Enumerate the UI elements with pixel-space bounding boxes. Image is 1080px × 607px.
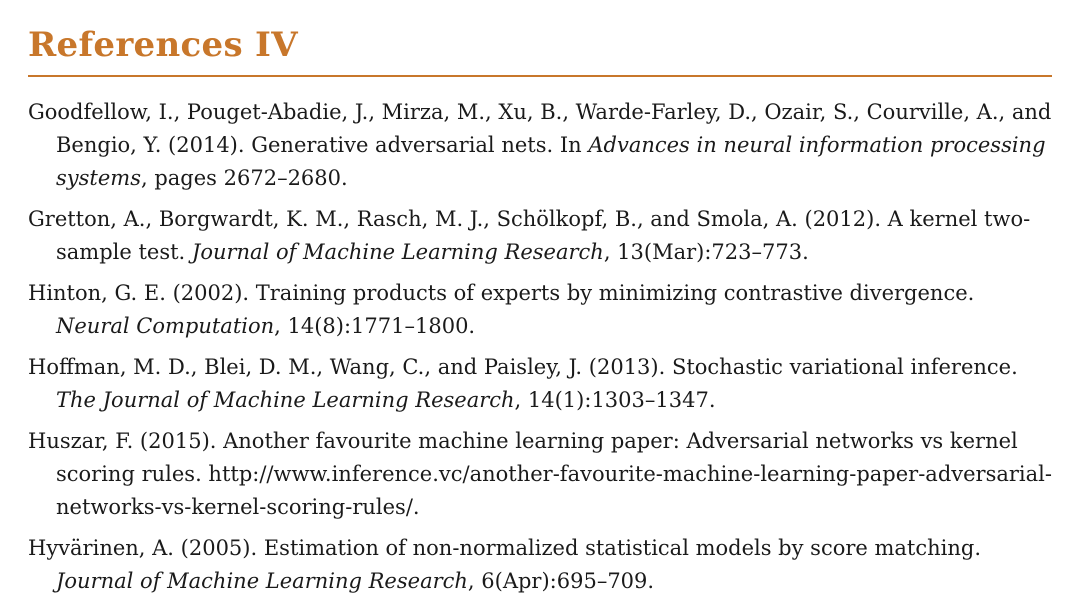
title-divider bbox=[28, 75, 1052, 77]
reference-details: , 13(Mar):723–773. bbox=[603, 240, 809, 264]
reference-details: , 6(Apr):695–709. bbox=[467, 569, 655, 593]
reference-entry-huszar bbox=[28, 425, 1054, 524]
reference-venue: Journal of Machine Learning Research bbox=[56, 569, 468, 593]
reference-entry-gretton bbox=[28, 203, 1054, 269]
reference-text: Huszar, F. (2015). Another favourite machine learning paper: Adversarial networks vs kernel scoring rules. http://www.inference.vc/another-favourite-machine-learning-paper-adversarial-networks-vs-kernel-scoring-rules/. bbox=[28, 429, 1052, 519]
reference-venue: Neural Computation bbox=[56, 314, 275, 338]
reference-venue: Advances in neural information processing systems bbox=[56, 133, 1046, 190]
slide-title: References IV bbox=[28, 25, 298, 65]
reference-details: , 14(1):1303–1347. bbox=[514, 388, 716, 412]
reference-entry-hinton bbox=[28, 277, 1054, 343]
reference-entry-goodfellow bbox=[28, 96, 1054, 195]
reference-text: Hyvärinen, A. (2005). Estimation of non-normalized statistical models by score matching. bbox=[28, 536, 982, 560]
reference-entry-hoffman bbox=[28, 351, 1054, 417]
reference-venue: Journal of Machine Learning Research bbox=[191, 240, 604, 264]
reference-details: , pages 2672–2680. bbox=[140, 166, 348, 190]
reference-text: Hinton, G. E. (2002). Training products of experts by minimizing contrastive divergence. bbox=[28, 281, 975, 305]
reference-entry-hyvarinen bbox=[28, 532, 1054, 598]
reference-venue: The Journal of Machine Learning Research bbox=[56, 388, 515, 412]
reference-text: Goodfellow, I., Pouget-Abadie, J., Mirza, M., Xu, B., Warde-Farley, D., Ozair, S., Courville, A., and Bengio, Y. (2014). Generative adversarial nets. In bbox=[28, 100, 1052, 157]
reference-details: , 14(8):1771–1800. bbox=[274, 314, 476, 338]
reference-text: Gretton, A., Borgwardt, K. M., Rasch, M. J., Schölkopf, B., and Smola, A. (2012). A kernel two-sample test. bbox=[28, 207, 1031, 264]
reference-list bbox=[28, 96, 1054, 606]
reference-text: Hoffman, M. D., Blei, D. M., Wang, C., and Paisley, J. (2013). Stochastic variational inference. bbox=[28, 355, 1018, 379]
